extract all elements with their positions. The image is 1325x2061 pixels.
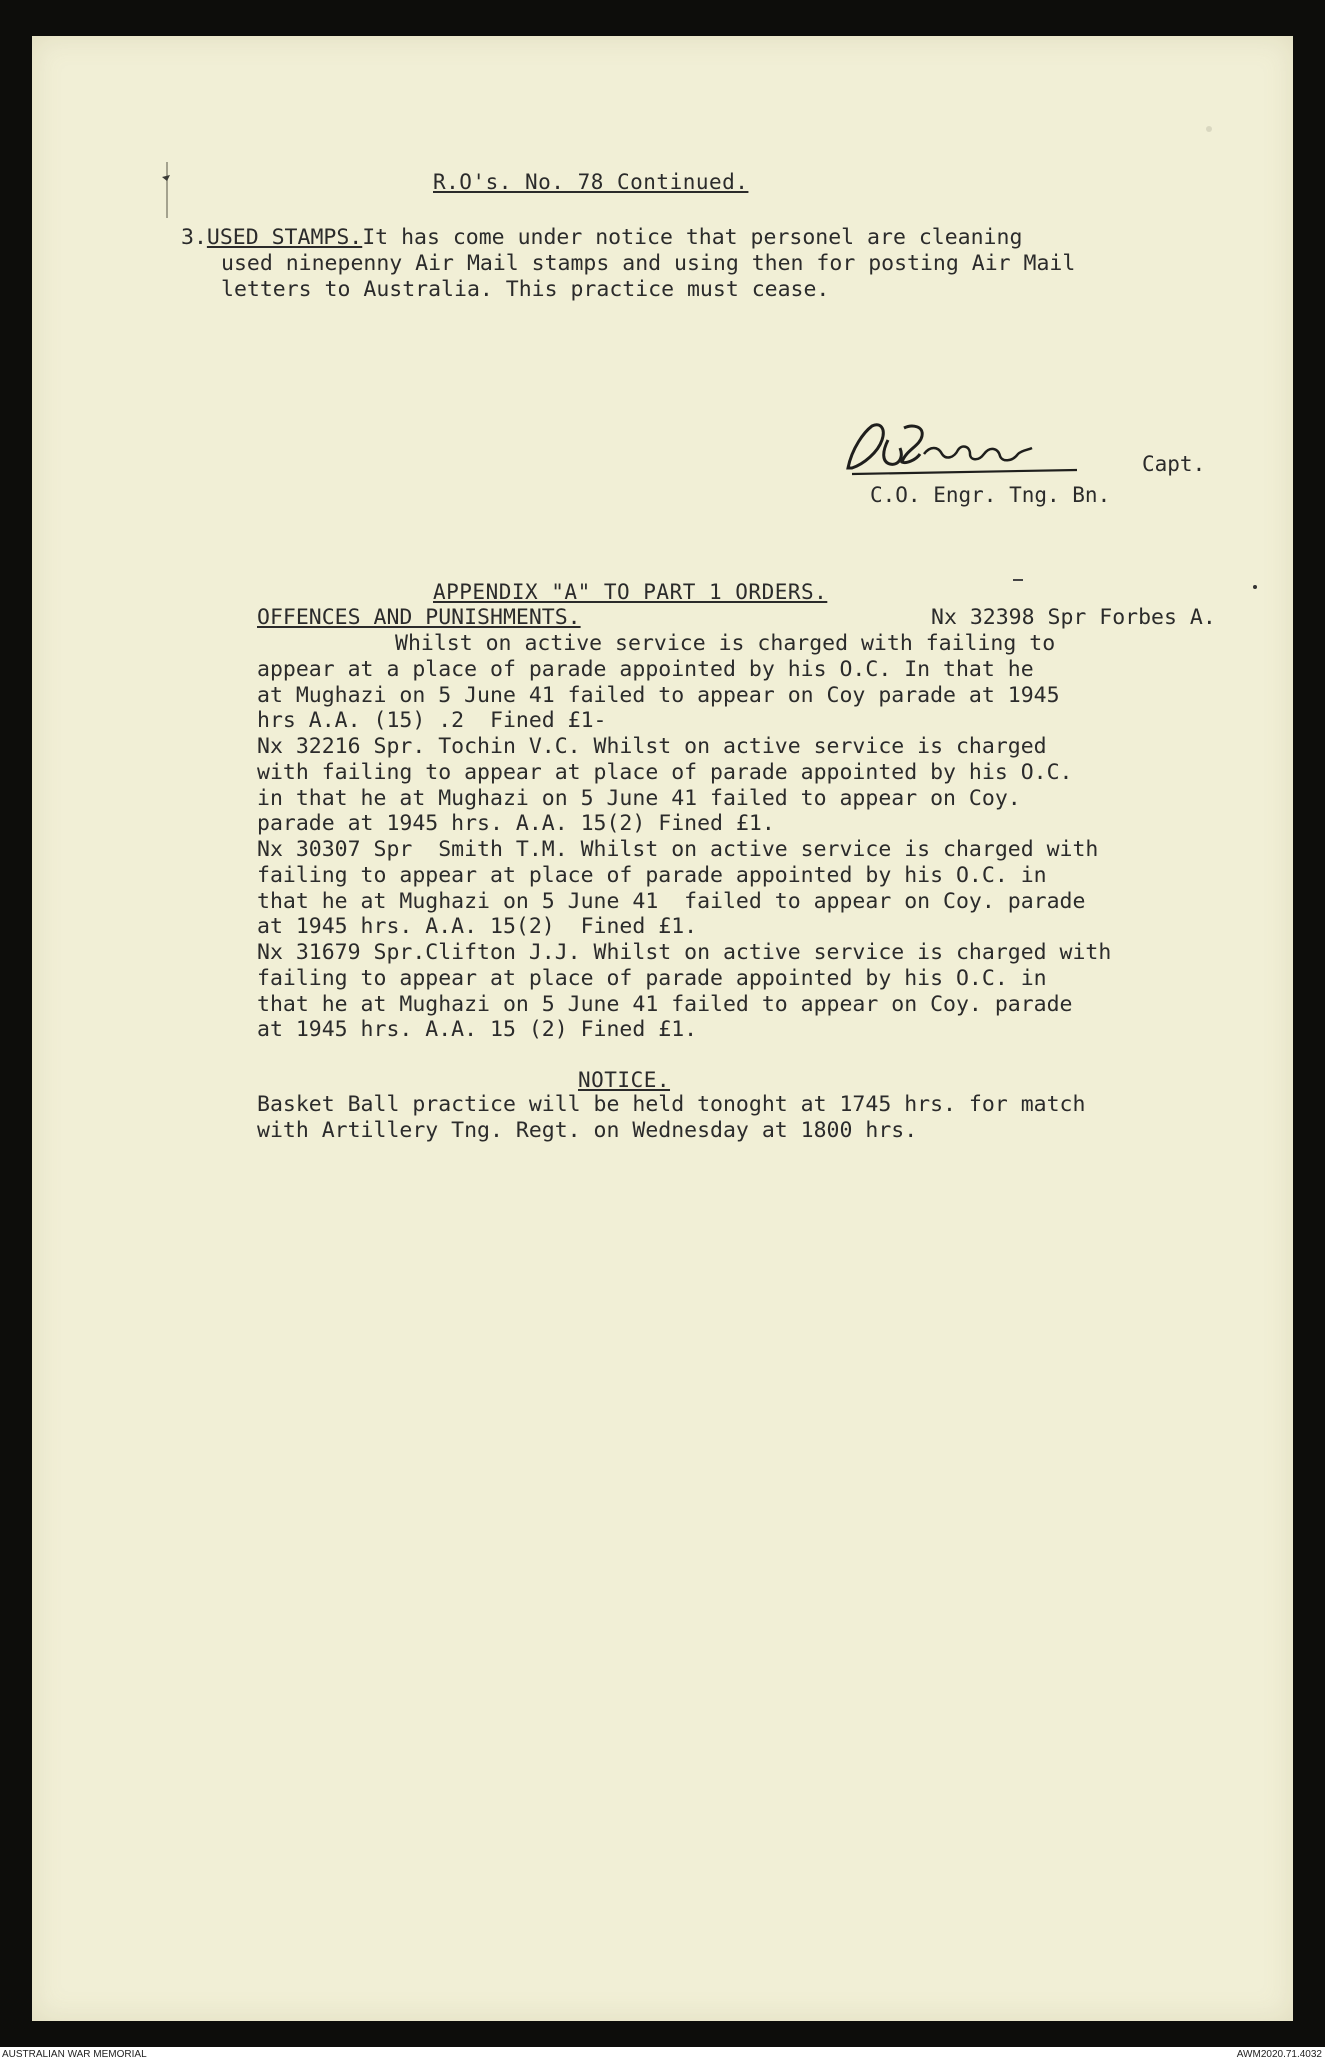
used-stamps-line-1: [181, 225, 1022, 251]
appendix-line: Nx 32216 Spr. Tochin V.C. Whilst on active service is charged: [257, 734, 1047, 759]
appendix-line: Nx 31679 Spr.Clifton J.J. Whilst on active service is charged with: [257, 940, 1112, 965]
appendix-line: failing to appear at place of parade appointed by his O.C. in: [257, 966, 1047, 991]
item-text: It has come under notice that personel are cleaning: [362, 225, 1023, 250]
footer-archive-name: AUSTRALIAN WAR MEMORIAL: [2, 2049, 147, 2060]
appendix-line: at 1945 hrs. A.A. 15(2) Fined £1.: [257, 914, 698, 939]
footer-reference-id: AWM2020.71.4032: [1236, 2049, 1322, 2060]
paper-speck: [1206, 126, 1212, 132]
signatory-unit: C.O. Engr. Tng. Bn.: [870, 483, 1111, 507]
appendix-line: that he at Mughazi on 5 June 41 failed to appear on Coy. parade: [257, 889, 1086, 914]
appendix-subheading: OFFENCES AND PUNISHMENTS.: [257, 605, 581, 630]
appendix-line: Whilst on active service is charged with failing to: [395, 631, 1056, 656]
appendix-line: in that he at Mughazi on 5 June 41 failed to appear on Coy.: [257, 786, 1021, 811]
notice-line: with Artillery Tng. Regt. on Wednesday at 1800 hrs.: [257, 1118, 918, 1143]
signatory-rank: Capt.: [1142, 452, 1206, 476]
appendix-line: that he at Mughazi on 5 June 41 failed to appear on Coy. parade: [257, 992, 1073, 1017]
notice-line: Basket Ball practice will be held tonoght at 1745 hrs. for match: [257, 1092, 1086, 1117]
appendix-line: with failing to appear at place of parade appointed by his O.C.: [257, 760, 1073, 785]
notice-title: NOTICE.: [578, 1068, 671, 1092]
used-stamps-line-3: letters to Australia. This practice must cease.: [221, 277, 830, 302]
stray-dash-mark: [1013, 579, 1023, 581]
heading-continued: R.O's. No. 78 Continued.: [433, 170, 749, 194]
pin-hole-mark: [160, 160, 174, 220]
item-number: 3.: [181, 225, 207, 250]
stray-dot-mark: [1253, 585, 1257, 589]
appendix-line: Nx 30307 Spr Smith T.M. Whilst on active service is charged with: [257, 837, 1099, 862]
item-title: USED STAMPS.: [206, 225, 363, 250]
appendix-line: parade at 1945 hrs. A.A. 15(2) Fined £1.: [257, 811, 775, 836]
appendix-line: hrs A.A. (15) .2 Fined £1-: [257, 708, 607, 733]
handwritten-signature: [842, 418, 1082, 480]
appendix-line: failing to appear at place of parade appointed by his O.C. in: [257, 863, 1047, 888]
appendix-line: appear at a place of parade appointed by his O.C. In that he: [257, 657, 1034, 682]
appendix-title: APPENDIX "A" TO PART 1 ORDERS.: [433, 580, 828, 604]
appendix-line: at 1945 hrs. A.A. 15 (2) Fined £1.: [257, 1017, 698, 1042]
used-stamps-line-2: used ninepenny Air Mail stamps and using then for posting Air Mail: [221, 251, 1076, 276]
appendix-line: at Mughazi on 5 June 41 failed to appear on Coy parade at 1945: [257, 683, 1060, 708]
first-entry-head: Nx 32398 Spr Forbes A.: [931, 605, 1216, 630]
